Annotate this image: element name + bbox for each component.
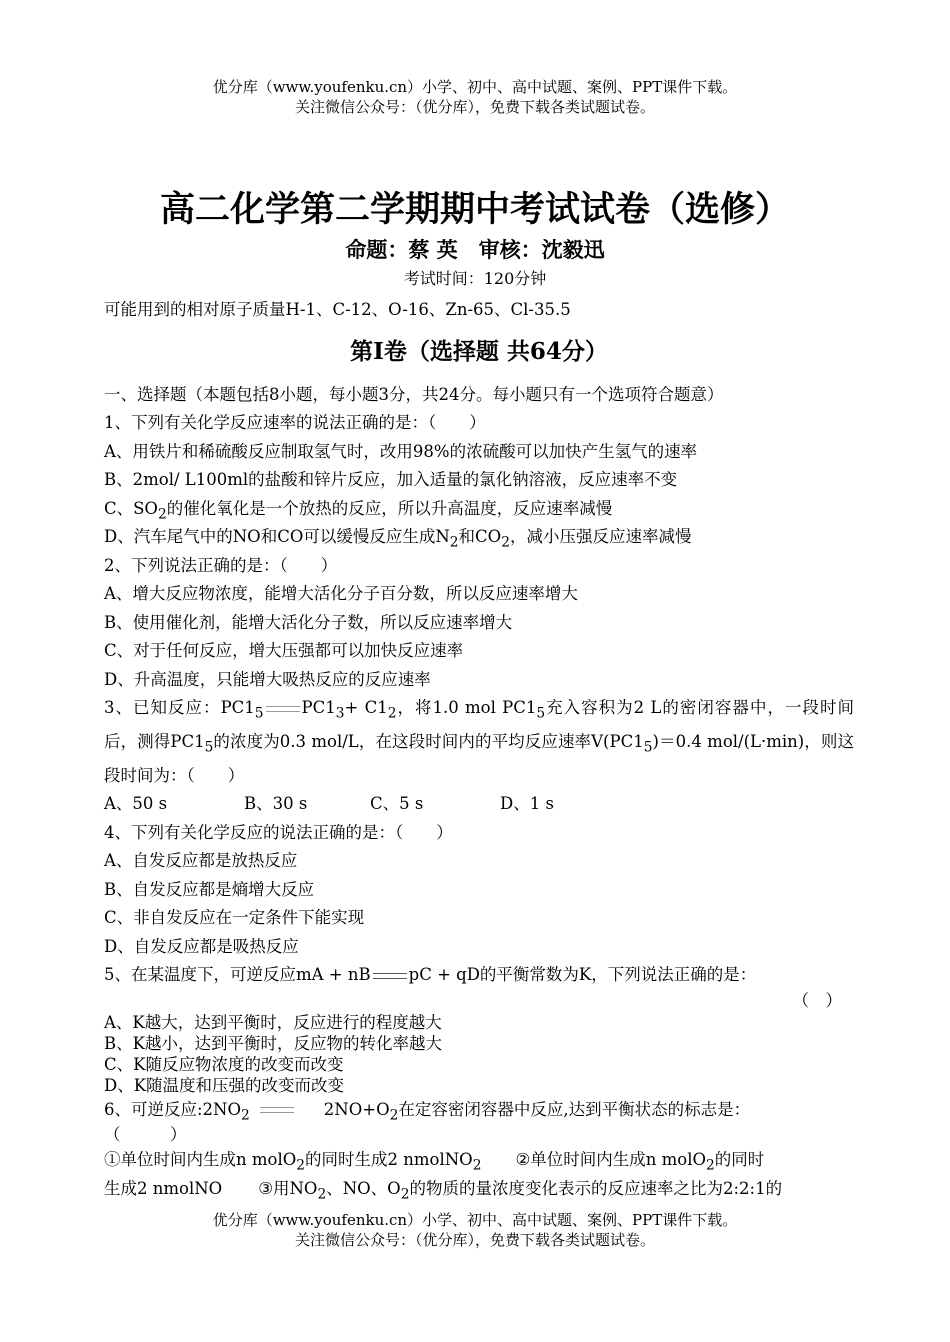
q2-option-d: D、升高温度，只能增大吸热反应的反应速率 [104, 669, 431, 689]
part-1-instructions: 一、选择题（本题包括8小题，每小题3分，共24分。每小题只有一个选项符合题意） [104, 384, 724, 404]
q6-item1-text-2: 的同时生成2 nmolNO [305, 1150, 473, 1170]
q4-stem: 4、下列有关化学反应的说法正确的是：（ ） [104, 822, 453, 842]
q3-text-7: )＝0.4 mol/(L·min)，则这段时间为：（ ） [104, 731, 854, 785]
q1-c-text-1: C、SO [104, 498, 158, 518]
q6-item3-sub-2: 2 [400, 1185, 410, 1202]
q6-sub-1: 2 [241, 1106, 250, 1123]
q1-c-sub: 2 [157, 505, 167, 522]
q6-item1-sub-2: 2 [472, 1157, 482, 1174]
q1-option-d [104, 523, 854, 552]
q6-item3-text-3: 的物质的量浓度变化表示的反应速率之比为2:2:1的 [409, 1178, 783, 1198]
section-1-title: 第Ⅰ卷（选择题 共64分） [350, 337, 608, 365]
q3-text-5: 充入容积为2 L的密闭容器中，一段时间后，测得PC1 [104, 698, 854, 751]
q5-text-1: 5、在某温度下，可逆反应mA + nB [104, 965, 371, 985]
page-header [0, 77, 950, 117]
q5-option-a: A、K越大，达到平衡时，反应进行的程度越大 [104, 1012, 442, 1032]
q3-option-d: D、1 s [500, 794, 554, 814]
q6-text-3: 在定容密闭容器中反应,达到平衡状态的标志是： [398, 1099, 751, 1119]
equilibrium-arrow-icon [373, 970, 407, 982]
q6-item1-sub-1: 2 [296, 1157, 306, 1174]
q3-text-2: PC1 [301, 698, 336, 717]
q5-stem [104, 961, 854, 990]
q1-option-a: A、用铁片和稀硫酸反应制取氢气时，改用98%的浓硫酸可以加快产生氢气的速率 [104, 441, 698, 461]
q3-sub-3: 2 [387, 705, 397, 722]
q3-text-1: 3、已知反应：PC1 [104, 698, 255, 717]
q1-c-text-2: 的催化氧化是一个放热的反应，所以升高温度，反应速率减慢 [166, 498, 613, 518]
q6-items-line-2 [104, 1175, 854, 1204]
q3-sub-4: 5 [536, 705, 546, 722]
exam-title: 高二化学第二学期期中考试试卷（选修） [159, 189, 790, 230]
q4-option-d: D、自发反应都是吸热反应 [104, 936, 299, 956]
q3-sub-6: 5 [643, 739, 653, 756]
q6-item3-text-1: ③用NO [258, 1178, 318, 1198]
q4-option-c: C、非自发反应在一定条件下能实现 [104, 908, 365, 928]
q3-option-b: B、30 s [244, 794, 308, 814]
q1-option-c [104, 495, 854, 524]
q1-stem: 1、下列有关化学反应速率的说法正确的是：（ ） [104, 413, 486, 432]
footer-line-2: 关注微信公众号：（优分库），免费下载各类试题试卷。 [294, 1231, 655, 1249]
q6-item2-text-1: ②单位时间内生成n molO [515, 1150, 707, 1170]
q3-text-4: ，将1.0 mol PC1 [396, 698, 537, 717]
q6-text-1: 6、可逆反应:2NO [104, 1099, 242, 1119]
exam-duration: 考试时间：120分钟 [403, 269, 547, 288]
q5-option-c: C、K随反应物浓度的改变而改变 [104, 1054, 344, 1074]
q1-d-text-3: ，减小压强反应速率减慢 [509, 527, 692, 546]
q3-option-c: C、5 s [370, 794, 424, 814]
q6-sub-2: 2 [389, 1106, 399, 1123]
q2-stem: 2、下列说法正确的是：（ ） [104, 555, 338, 575]
q2-option-a: A、增大反应物浓度，能增大活化分子百分数，所以反应速率增大 [104, 584, 578, 603]
q6-item2-text-2: 的同时 [714, 1150, 765, 1170]
q4-option-b: B、自发反应都是熵增大反应 [104, 879, 315, 899]
equilibrium-arrow-icon [260, 1104, 294, 1116]
q5-answer-paren: （ ） [792, 990, 842, 1010]
q1-d-text-1: D、汽车尾气中的NO和CO可以缓慢反应生成N [104, 527, 450, 546]
q6-text-2: 2NO+O [323, 1099, 390, 1119]
q2-option-b: B、使用催化剂，能增大活化分子数，所以反应速率增大 [104, 612, 513, 632]
q6-items-line-1 [104, 1146, 854, 1175]
header-line-1: 优分库（www.youfenku.cn）小学、初中、高中试题、案例、PPT课件下载。 [212, 78, 738, 96]
q6-item3-sub-1: 2 [317, 1185, 327, 1202]
q3-text-6: 的浓度为0.3 mol/L，在这段时间内的平均反应速率V(PC1 [213, 731, 644, 751]
q6-item2-text-3: 生成2 nmolNO [104, 1178, 223, 1198]
q6-item1-text-1: ①单位时间内生成n molO [104, 1150, 297, 1170]
atomic-mass-note: 可能用到的相对原子质量H-1、C-12、O-16、Zn-65、Cl-35.5 [104, 300, 571, 319]
q3-sub-1: 5 [254, 705, 264, 722]
q1-d-text-2: 和CO [458, 527, 502, 546]
q3-options [104, 790, 854, 819]
q6-answer-paren: （ ） [104, 1125, 187, 1145]
q3-sub-5: 5 [204, 739, 214, 756]
q3-stem [104, 694, 854, 790]
footer-line-1: 优分库（www.youfenku.cn）小学、初中、高中试题、案例、PPT课件下载。 [212, 1211, 738, 1229]
exam-authors: 命题：蔡 英 审核：沈毅迅 [345, 237, 605, 262]
equilibrium-arrow-icon [266, 703, 300, 715]
q1-option-b: B、2mol/ L100ml的盐酸和锌片反应，加入适量的氯化钠溶液，反应速率不变 [104, 470, 678, 489]
q6-stem [104, 1096, 854, 1125]
header-line-2: 关注微信公众号：（优分库），免费下载各类试题试卷。 [294, 98, 655, 116]
exam-body [104, 296, 854, 1203]
q5-text-2: pC + qD的平衡常数为K，下列说法正确的是： [408, 965, 757, 985]
q5-option-d: D、K随温度和压强的改变而改变 [104, 1075, 345, 1095]
q6-item3-text-2: 、NO、O [326, 1178, 401, 1198]
q1-d-sub-1: 2 [449, 534, 459, 551]
q3-sub-2: 3 [335, 705, 345, 722]
q3-option-a: A、50 s [104, 794, 168, 814]
q5-option-b: B、K越小，达到平衡时，反应物的转化率越大 [104, 1033, 442, 1053]
q6-item2-sub-1: 2 [706, 1157, 715, 1174]
q1-d-sub-2: 2 [501, 534, 510, 551]
page-footer [0, 1210, 950, 1250]
q2-option-c: C、对于任何反应，增大压强都可以加快反应速率 [104, 641, 464, 660]
q4-option-a: A、自发反应都是放热反应 [104, 851, 298, 871]
q3-text-3: + C1 [344, 698, 388, 717]
